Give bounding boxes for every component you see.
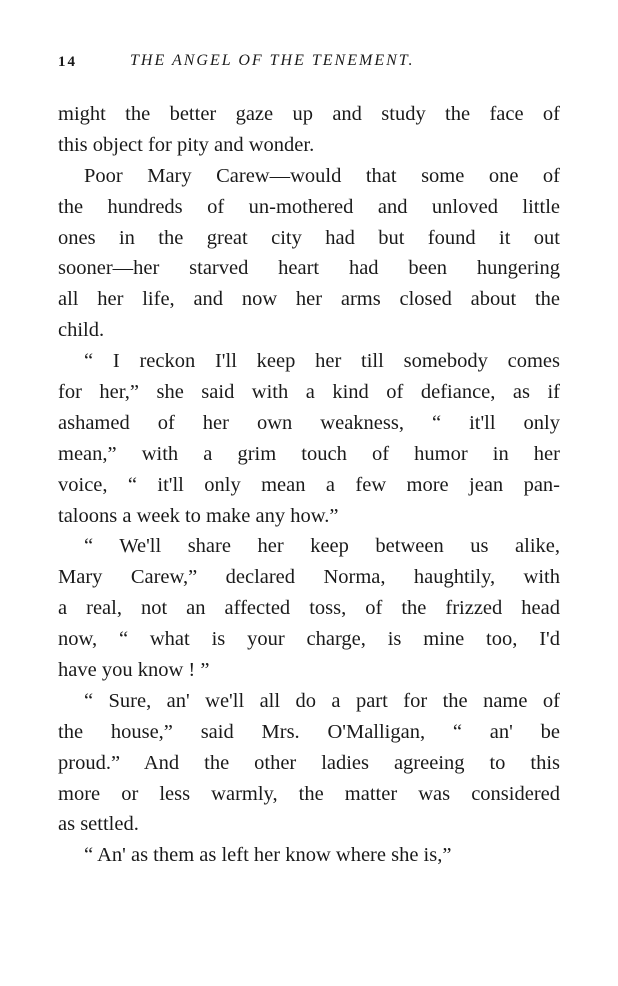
text-line: sooner—her starved heart had been hungering — [58, 257, 560, 280]
text-line: the house,” said Mrs. O'Malligan, “ an' be — [58, 720, 560, 743]
text-line: taloons a week to make any how.” — [58, 504, 339, 527]
body-text — [58, 99, 560, 871]
running-title: THE ANGEL OF THE TENEMENT. — [130, 52, 415, 69]
text-line: Mary Carew,” declared Norma, haughtily, with — [58, 566, 560, 589]
text-line: ashamed of her own weakness, “ it'll only — [58, 411, 560, 434]
text-line: child. — [58, 319, 105, 342]
text-line: a real, not an affected toss, of the frizzed head — [58, 597, 560, 620]
text-line: as settled. — [58, 813, 139, 836]
text-line: the hundreds of un-mothered and unloved little — [58, 195, 560, 218]
text-line: have you know ! ” — [58, 659, 210, 682]
text-line: proud.” And the other ladies agreeing to this — [58, 751, 560, 774]
page-number: 14 — [58, 54, 77, 70]
text-line: ones in the great city had but found it out — [58, 226, 560, 249]
text-line: “ Sure, an' we'll all do a part for the name of — [84, 689, 560, 712]
text-line: this object for pity and wonder. — [58, 133, 315, 156]
text-line: “ I reckon I'll keep her till somebody comes — [84, 350, 560, 373]
text-line: now, “ what is your charge, is mine too, I'd — [58, 628, 560, 651]
text-line: Poor Mary Carew—would that some one of — [84, 164, 560, 187]
text-line: for her,” she said with a kind of defiance, as if — [58, 381, 560, 404]
text-line: more or less warmly, the matter was considered — [58, 782, 560, 805]
text-line: might the better gaze up and study the face of — [58, 103, 560, 125]
text-line: voice, “ it'll only mean a few more jean pan- — [58, 473, 560, 496]
text-line: mean,” with a grim touch of humor in her — [58, 442, 560, 465]
text-line: “ We'll share her keep between us alike, — [84, 535, 560, 558]
text-line: all her life, and now her arms closed about the — [58, 288, 560, 311]
running-header — [58, 52, 558, 78]
text-line: “ An' as them as left her know where she is,” — [84, 844, 452, 867]
